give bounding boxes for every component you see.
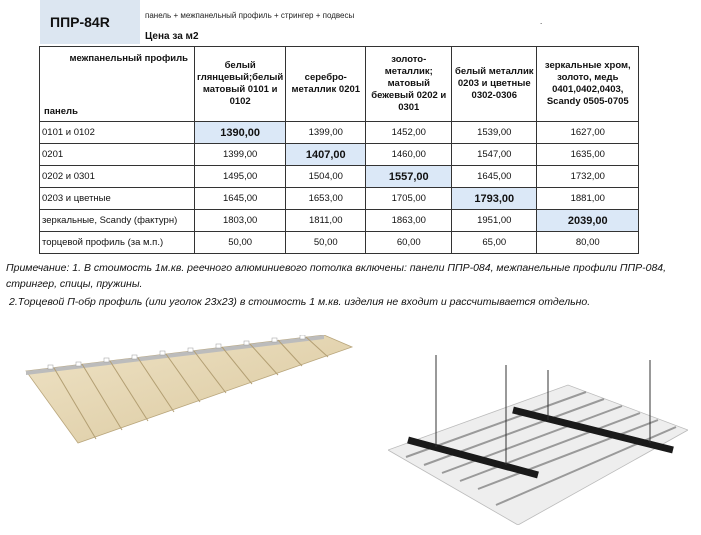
column-header: белый металлик 0203 и цветные 0302-0306 [452,47,537,122]
price-unit-label: Цена за м2 [145,31,199,42]
table-row [40,210,639,232]
price-cell: 1951,00 [452,210,537,232]
product-composition: панель + межпанельный профиль + стрингер + подвесы [145,11,355,20]
price-cell: 1539,00 [452,122,537,144]
price-cell: 1627,00 [537,122,639,144]
table-row [40,122,639,144]
column-header: серебро-металлик 0201 [286,47,366,122]
price-cell: 1645,00 [195,188,286,210]
row-label: торцевой профиль (за м.п.) [40,232,195,254]
row-label: зеркальные, Scandy (фактурн) [40,210,195,232]
price-cell: 1547,00 [452,144,537,166]
price-cell: 1705,00 [366,188,452,210]
table-row [40,232,639,254]
metal-ceiling-illustration [388,355,688,525]
price-cell: 65,00 [452,232,537,254]
price-table [39,46,639,254]
price-cell: 1732,00 [537,166,639,188]
price-cell: 1399,00 [286,122,366,144]
price-cell: 1495,00 [195,166,286,188]
table-header-row [40,47,639,122]
price-cell: 60,00 [366,232,452,254]
price-cell-highlighted: 2039,00 [537,210,639,232]
price-cell-highlighted: 1793,00 [452,188,537,210]
price-cell: 1452,00 [366,122,452,144]
price-cell: 1811,00 [286,210,366,232]
price-cell: 50,00 [195,232,286,254]
column-header: золото-металлик; матовый бежевый 0202 и 0301 [366,47,452,122]
table-corner-cell [40,47,195,122]
price-cell: 1881,00 [537,188,639,210]
beige-ceiling-illustration [18,335,358,445]
column-header: зеркальные хром, золото, медь 0401,0402,0403, Scandy 0505-0705 [537,47,639,122]
price-cell-highlighted: 1407,00 [286,144,366,166]
price-cell-highlighted: 1557,00 [366,166,452,188]
row-label: 0101 и 0102 [40,122,195,144]
price-cell: 1399,00 [195,144,286,166]
stray-dot: . [540,17,543,26]
price-cell: 1863,00 [366,210,452,232]
table-row [40,188,639,210]
table-row [40,166,639,188]
corner-label-panel: панель [44,106,78,117]
table-row [40,144,639,166]
row-label: 0201 [40,144,195,166]
row-label: 0202 и 0301 [40,166,195,188]
row-label: 0203 и цветные [40,188,195,210]
note-2: 2.Торцевой П-обр профиль (или уголок 23х23) в стоимость 1 м.кв. изделия не входит и рассчитывается отдельно. [9,296,591,308]
product-title: ППР-84R [40,0,140,44]
price-cell: 80,00 [537,232,639,254]
corner-label-profile: межпанельный профиль [69,53,188,64]
column-header: белый глянцевый;белый матовый 0101 и 0102 [195,47,286,122]
price-cell: 1635,00 [537,144,639,166]
price-cell: 1653,00 [286,188,366,210]
price-cell: 1803,00 [195,210,286,232]
price-cell: 50,00 [286,232,366,254]
note-1: Примечание: 1. В стоимость 1м.кв. реечного алюминиевого потолка включены: панели ППР-084, межпанельные профили ППР-084, стрингер, спицы, пружины. [6,262,667,290]
price-cell: 1645,00 [452,166,537,188]
price-cell: 1504,00 [286,166,366,188]
price-cell: 1460,00 [366,144,452,166]
price-cell-highlighted: 1390,00 [195,122,286,144]
